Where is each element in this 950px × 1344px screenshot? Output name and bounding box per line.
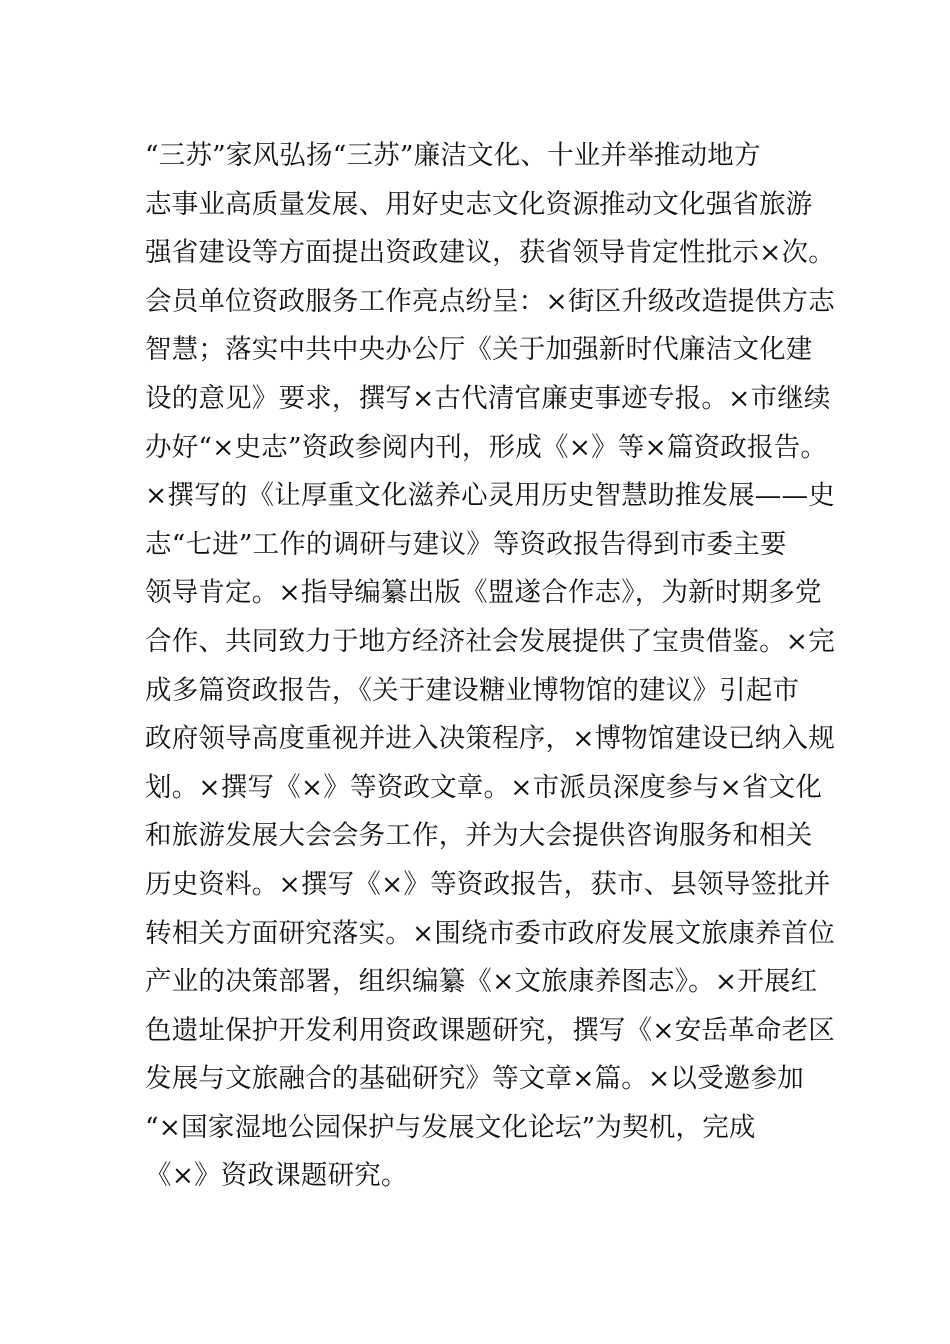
text-line: ×撰写的《让厚重文化滋养心灵用历史智慧助推发展——史 (145, 480, 835, 512)
text-line: 志“七进”工作的调研与建议》等资政报告得到市委主要 (145, 528, 787, 560)
text-line: 智慧；落实中共中央办公厅《关于加强新时代廉洁文化建 (145, 334, 813, 366)
text-line: 产业的决策部署，组织编纂《×文旅康养图志》。×开展红 (145, 966, 818, 998)
text-line: “×国家湿地公园保护与发展文化论坛”为契机，完成 (145, 1111, 756, 1143)
text-line: 政府领导高度重视并进入决策程序，×博物馆建设已纳入规 (145, 723, 835, 755)
text-line: 转相关方面研究落实。×围绕市委市政府发展文旅康养首位 (145, 917, 835, 949)
text-line: 划。×撰写《×》等资政文章。×市派员深度参与×省文化 (145, 771, 823, 803)
text-line: “三苏”家风弘扬“三苏”廉洁文化、十业并举推动地方 (145, 140, 761, 171)
text-line: 发展与文旅融合的基础研究》等文章×篇。×以受邀参加 (145, 1063, 804, 1095)
text-line: 和旅游发展大会会务工作，并为大会提供咨询服务和相关 (145, 820, 813, 852)
text-line: 成多篇资政报告，《关于建设糖业博物馆的建议》引起市 (145, 674, 800, 706)
text-line: 设的意见》要求，撰写×古代清官廉吏事迹专报。×市继续 (145, 382, 831, 414)
text-line: 历史资料。×撰写《×》等资政报告，获市、县领导签批并 (145, 868, 831, 900)
text-line: 办好“×史志”资政参阅内刊，形成《×》等×篇资政报告。 (145, 431, 828, 463)
body-paragraph (145, 132, 835, 1201)
text-line: 强省建设等方面提出资政建议，获省领导肯定性批示×次。 (145, 237, 835, 269)
text-line: 志事业高质量发展、用好史志文化资源推动文化强省旅游 (145, 188, 813, 220)
text-line: 色遗址保护开发利用资政课题研究，撰写《×安岳革命老区 (145, 1014, 835, 1046)
text-line: 合作、共同致力于地方经济社会发展提供了宝贵借鉴。×完 (145, 625, 835, 657)
text-line: 领导肯定。×指导编纂出版《盟遂合作志》，为新时期多党 (145, 577, 822, 609)
text-line: 会员单位资政服务工作亮点纷呈：×街区升级改造提供方志 (145, 285, 835, 317)
text-line: 《×》资政课题研究。 (145, 1160, 408, 1192)
